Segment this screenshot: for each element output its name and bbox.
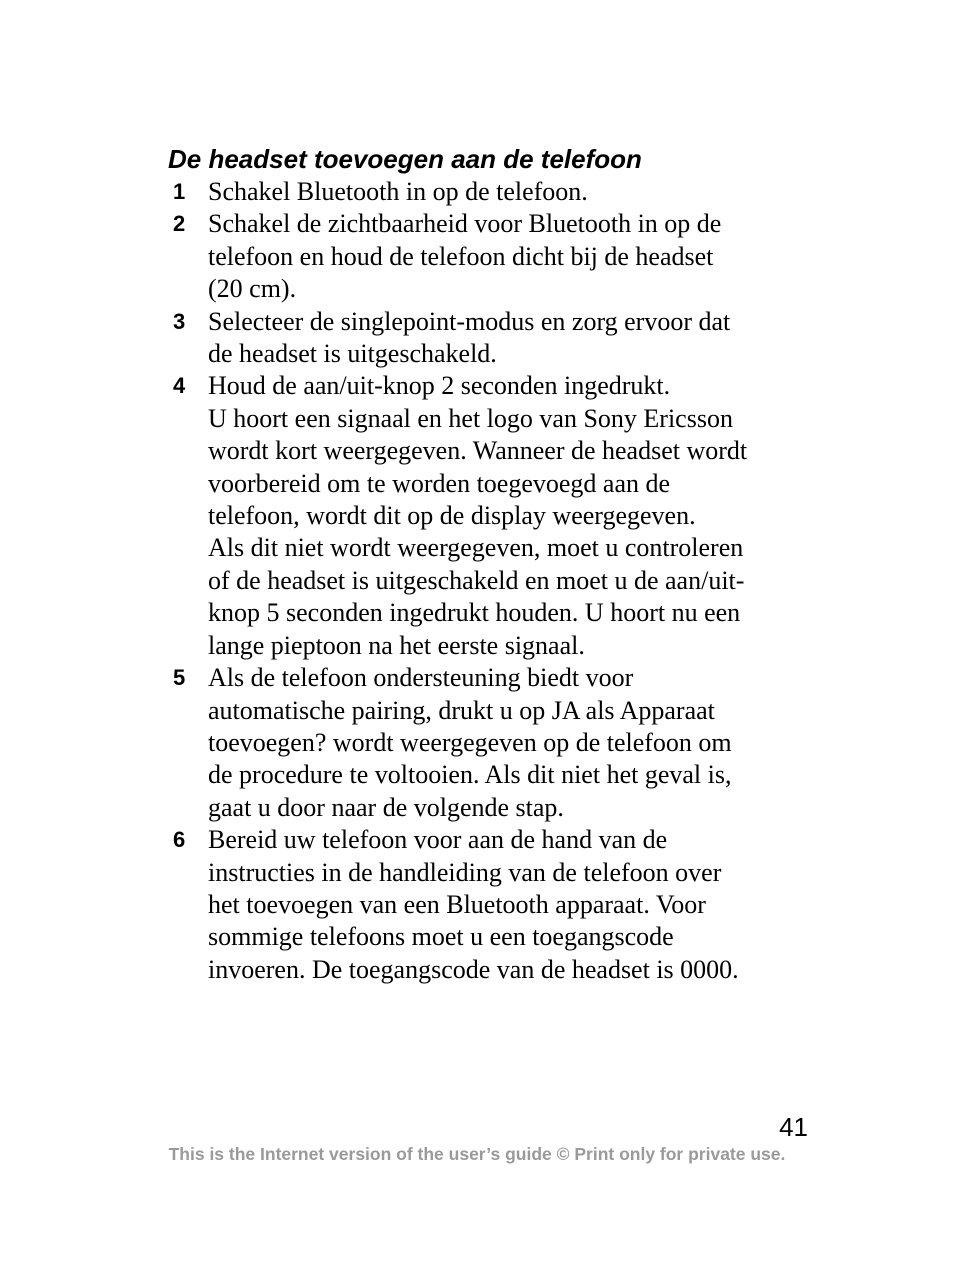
step-item <box>168 370 808 662</box>
step-item <box>168 306 808 371</box>
step-text-line: de headset is uitgeschakeld. <box>208 339 497 369</box>
step-number: 5 <box>173 665 186 691</box>
step-text-line: (20 cm). <box>208 274 297 304</box>
step-text-line: wordt kort weergegeven. Wanneer de headset wordt <box>208 436 748 466</box>
step-text-line: Schakel Bluetooth in op de telefoon. <box>208 177 588 206</box>
step-item <box>168 176 808 208</box>
step-number: 2 <box>173 211 186 237</box>
step-text-line: invoeren. De toegangscode van de headset is 0000. <box>208 954 739 984</box>
step-text-line: knop 5 seconden ingedrukt houden. U hoort nu een <box>208 598 741 628</box>
step-text-line: automatische pairing, drukt u op JA als Apparaat <box>208 695 715 725</box>
step-text-line: voorbereid om te worden toegevoegd aan de <box>208 468 671 498</box>
step-item <box>168 208 808 305</box>
step-text-line: sommige telefoons moet u een toegangscode <box>208 922 674 952</box>
step-number: 1 <box>173 179 186 204</box>
step-text-line: U hoort een signaal en het logo van Sony Ericsson <box>208 403 733 433</box>
step-text-line: Houd de aan/uit-knop 2 seconden ingedrukt. <box>208 371 671 401</box>
step-text-line: Bereid uw telefoon voor aan de hand van de <box>208 825 668 855</box>
page-number: 41 <box>779 1112 808 1142</box>
step-text-line: het toevoegen van een Bluetooth apparaat. Voor <box>208 889 706 919</box>
step-number: 6 <box>173 827 186 853</box>
section-heading: De headset toevoegen aan de telefoon <box>168 144 642 174</box>
step-text-line: telefoon, wordt dit op de display weergegeven. <box>208 501 696 531</box>
step-text-line: Schakel de zichtbaarheid voor Bluetooth in op de <box>208 209 722 239</box>
step-text-line: instructies in de handleiding van de telefoon over <box>208 857 722 887</box>
step-text-line: de procedure te voltooien. Als dit niet het geval is, <box>208 760 732 790</box>
step-text-line: gaat u door naar de volgende stap. <box>208 792 564 822</box>
step-text-line: telefoon en houd de telefoon dicht bij de headset <box>208 241 714 271</box>
step-item <box>168 824 808 986</box>
step-number: 3 <box>173 308 186 334</box>
step-text-line: Selecteer de singlepoint-modus en zorg ervoor dat <box>208 306 731 336</box>
step-item <box>168 662 808 824</box>
step-text-line: toevoegen? wordt weergegeven op de telefoon om <box>208 727 732 757</box>
step-number: 4 <box>173 373 186 399</box>
step-text-line: of de headset is uitgeschakeld en moet u de aan/uit- <box>208 565 745 595</box>
steps-list <box>168 176 808 986</box>
footer-notice: This is the Internet version of the user’s guide © Print only for private use. <box>168 1144 786 1164</box>
step-text-line: Als dit niet wordt weergegeven, moet u controleren <box>208 533 744 563</box>
step-text-line: Als de telefoon ondersteuning biedt voor <box>208 663 634 693</box>
step-text-line: lange pieptoon na het eerste signaal. <box>208 630 585 660</box>
